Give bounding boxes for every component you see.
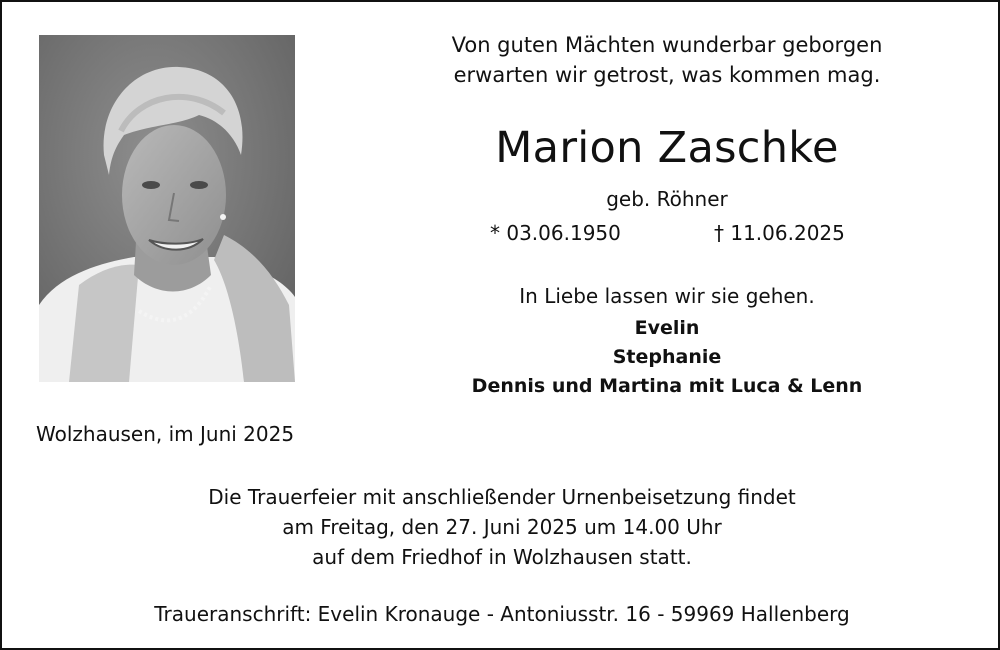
deceased-name: Marion Zaschke: [495, 123, 839, 173]
place-and-date: Wolzhausen, im Juni 2025: [36, 422, 295, 446]
portrait-photo: [39, 35, 295, 382]
funeral-service-info: [62, 482, 942, 572]
death-date: † 11.06.2025: [714, 221, 845, 245]
mourners-list: [412, 314, 922, 401]
mourner-name: Evelin: [634, 317, 700, 339]
mourner-name: Stephanie: [612, 346, 722, 368]
portrait-photo-icon: [39, 35, 295, 382]
quote-line: erwarten wir getrost, was kommen mag.: [453, 63, 881, 87]
quote: [412, 30, 922, 90]
farewell-text: In Liebe lassen wir sie gehen.: [519, 284, 815, 308]
quote-line: Von guten Mächten wunderbar geborgen: [451, 33, 883, 57]
mourner-name: Dennis und Martina mit Luca & Lenn: [471, 375, 863, 397]
birth-date: * 03.06.1950: [490, 221, 621, 245]
service-line: am Freitag, den 27. Juni 2025 um 14.00 Uhr: [282, 515, 722, 539]
service-line: Die Trauerfeier mit anschließender Urnenbeisetzung findet: [208, 485, 796, 509]
birth-name: geb. Röhner: [606, 187, 728, 211]
mourning-address: Traueranschrift: Evelin Kronauge - Antoniusstr. 16 - 59969 Hallenberg: [154, 602, 850, 626]
service-line: auf dem Friedhof in Wolzhausen statt.: [312, 545, 692, 569]
